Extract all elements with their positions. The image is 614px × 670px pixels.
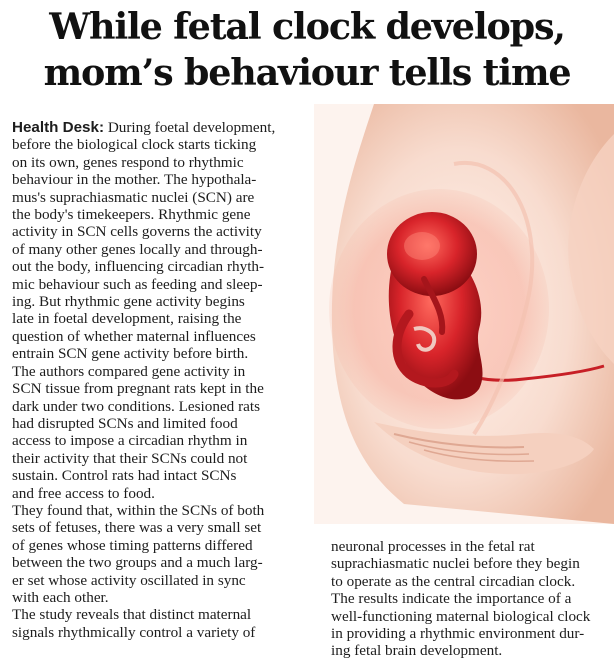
text-line: out the body, influencing circadian rhyth- <box>12 258 265 276</box>
text-line: the body's timekeepers. Rhythmic gene <box>12 206 251 224</box>
text-line: signals rhythmically control a variety of <box>12 623 256 641</box>
text-line: of genes whose timing patterns differed <box>12 536 253 554</box>
text-line: with each other. <box>12 588 109 606</box>
text-line: on its own, genes respond to rhythmic <box>12 153 244 171</box>
text-line: late in foetal development, raising the <box>12 310 242 328</box>
text-line: mus's suprachiasmatic nuclei (SCN) are <box>12 188 255 206</box>
text-line: to operate as the central circadian clock. <box>331 572 576 590</box>
text-line: mic behaviour such as feeding and sleep- <box>12 275 263 293</box>
text-line: behaviour in the mother. The hypothala- <box>12 171 257 189</box>
headline <box>0 4 614 96</box>
headline-line-1: While fetal clock develops, <box>49 5 565 48</box>
text-line: before the biological clock starts ticking <box>12 136 257 154</box>
text-line: their activity that their SCNs could not <box>12 449 248 467</box>
text-line: of many other genes locally and through- <box>12 240 263 258</box>
text-line: They found that, within the SCNs of both <box>12 501 265 519</box>
text-line: ing. But rhythmic gene activity begins <box>12 293 245 311</box>
text-line: ing fetal brain development. <box>331 642 503 660</box>
text-line: and free access to food. <box>12 484 155 502</box>
pregnant-belly-fetus-illustration <box>314 104 614 524</box>
article-left-column <box>12 119 312 641</box>
text-line: neuronal processes in the fetal rat <box>331 538 535 555</box>
text-line: dark under two conditions. Lesioned rats <box>12 397 261 415</box>
text-line: The study reveals that distinct maternal <box>12 606 252 624</box>
text-line: question of whether maternal influences <box>12 327 256 345</box>
text-line: er set whose activity oscillated in sync <box>12 571 246 589</box>
text-line: in providing a rhythmic environment dur- <box>331 625 585 643</box>
text-line: activity in SCN cells governs the activity <box>12 223 262 241</box>
text-line: entrain SCN gene activity before birth. <box>12 345 249 363</box>
article-right-column <box>331 538 609 660</box>
text-line: The authors compared gene activity in <box>12 362 246 380</box>
headline-line-2: mom’s behaviour tells time <box>43 51 571 94</box>
text-line: suprachiasmatic nuclei before they begin <box>331 555 580 573</box>
text-line: sets of fetuses, there was a very small set <box>12 519 262 537</box>
text-line: access to impose a circadian rhythm in <box>12 432 248 450</box>
byline: Health Desk: <box>12 119 105 136</box>
text-line: The results indicate the importance of a <box>331 590 572 608</box>
text-line <box>12 119 312 136</box>
text-line: well-functioning maternal biological clock <box>331 607 591 625</box>
text-line: had disrupted SCNs and limited food <box>12 414 238 432</box>
text-line: SCN tissue from pregnant rats kept in the <box>12 380 264 398</box>
text-line-fragment: During foetal development, <box>107 119 276 136</box>
text-line: sustain. Control rats had intact SCNs <box>12 467 237 485</box>
text-line: between the two groups and a much larg- <box>12 554 263 572</box>
